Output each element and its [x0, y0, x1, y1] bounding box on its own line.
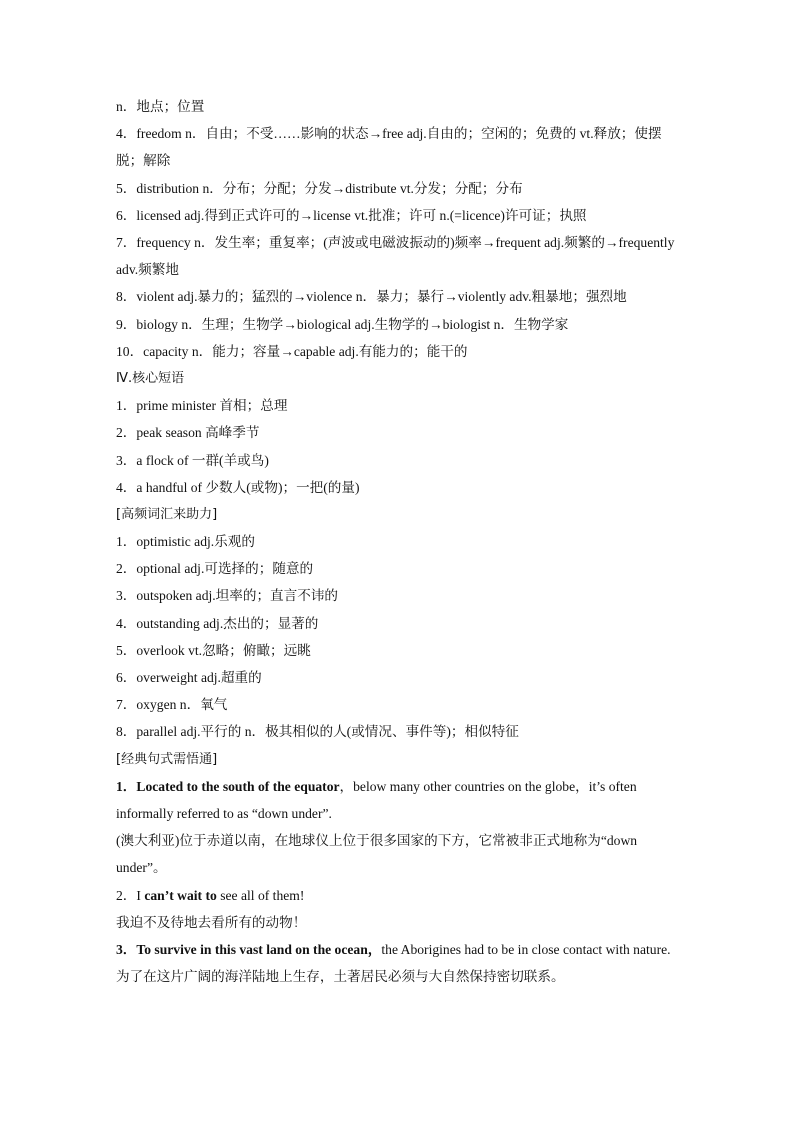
phrase-item-prime-minister: 1．prime minister 首相；总理: [116, 398, 288, 414]
sentence-2-cn: 我迫不及待地去看所有的动物！: [116, 914, 307, 930]
hf-item-oxygen: 7．oxygen n．氧气: [116, 697, 228, 713]
sentence-2-bold: can’t wait to: [144, 887, 217, 903]
hf-item-optional: 2．optional adj.可选择的；随意的: [116, 561, 314, 577]
phrase-item-peak-season: 2．peak season 高峰季节: [116, 425, 260, 441]
sentence-1-cn: (澳大利亚)位于赤道以南，在地球仪上位于很多国家的下方，它常被非正式地称为“down under”。: [116, 833, 638, 876]
sentence-2-num: 2．I: [116, 887, 145, 903]
vocab-item-licensed: 6．licensed adj.得到正式许可的→license vt.批准；许可 n.(=licence)许可证；执照: [116, 207, 587, 223]
sentence-3-cn: 为了在这片广阔的海洋陆地上生存，土著居民必须与大自然保持密切联系。: [116, 969, 565, 985]
hf-item-outspoken: 3．outspoken adj.坦率的；直言不讳的: [116, 588, 339, 604]
sentence-2-rest: see all of them!: [216, 887, 305, 903]
hf-item-parallel: 8．parallel adj.平行的 n．极其相似的人(或情况、事件等)；相似特征: [116, 724, 519, 740]
sentence-3-bold: 3．To survive in this vast land on the ocean，: [116, 941, 382, 957]
vocab-item-biology: 9．biology n．生理；生物学→biological adj.生物学的→biologist n．生物学家: [116, 316, 569, 332]
sentence-1-en: [116, 773, 682, 827]
vocab-item-frequency: 7．frequency n．发生率；重复率；(声波或电磁波振动的)频率→frequent adj.频繁的→frequently adv.频繁地: [116, 234, 675, 278]
hf-item-overweight: 6．overweight adj.超重的: [116, 670, 262, 685]
hf-item-optimistic: 1．optimistic adj.乐观的: [116, 534, 255, 550]
vocab-item-capacity: 10．capacity n．能力；容量→capable adj.有能力的；能干的: [116, 343, 468, 359]
vocab-item-violent: 8．violent adj.暴力的；猛烈的→violence n．暴力；暴行→violently adv.粗暴地；强烈地: [116, 289, 627, 305]
hf-item-overlook: 5．overlook vt.忽略；俯瞰；远眺: [116, 642, 311, 658]
vocab-item-freedom: 4．freedom n．自由；不受……影响的状态→free adj.自由的；空闲的；免费的 vt.释放；使摆脱；解除: [116, 126, 662, 169]
section-heading-high-frequency: [高频词汇来助力]: [116, 506, 218, 522]
vocab-line-location: n．地点；位置: [116, 99, 205, 114]
sentence-2-en: [116, 882, 682, 909]
hf-item-outstanding: 4．outstanding adj.杰出的；显著的: [116, 615, 319, 631]
vocab-item-distribution: 5．distribution n．分布；分配；分发→distribute vt.分发；分配；分布: [116, 180, 523, 196]
sentence-3-en: [116, 936, 682, 963]
section-heading-sentences: [经典句式需悟通]: [116, 751, 218, 767]
section-heading-core-phrases: Ⅳ.核心短语: [116, 370, 185, 386]
document-page: [116, 93, 682, 990]
sentence-1-bold: 1．Located to the south of the equator: [116, 778, 340, 794]
phrase-item-handful: 4．a handful of 少数人(或物)；一把(的量): [116, 479, 360, 495]
sentence-1-rest: ，below many other countries on the globe，it’s often informally referred to as “down under”.: [116, 778, 637, 821]
phrase-item-flock: 3．a flock of 一群(羊或鸟): [116, 452, 269, 468]
sentence-3-rest: the Aborigines had to be in close contact with nature.: [381, 941, 671, 957]
